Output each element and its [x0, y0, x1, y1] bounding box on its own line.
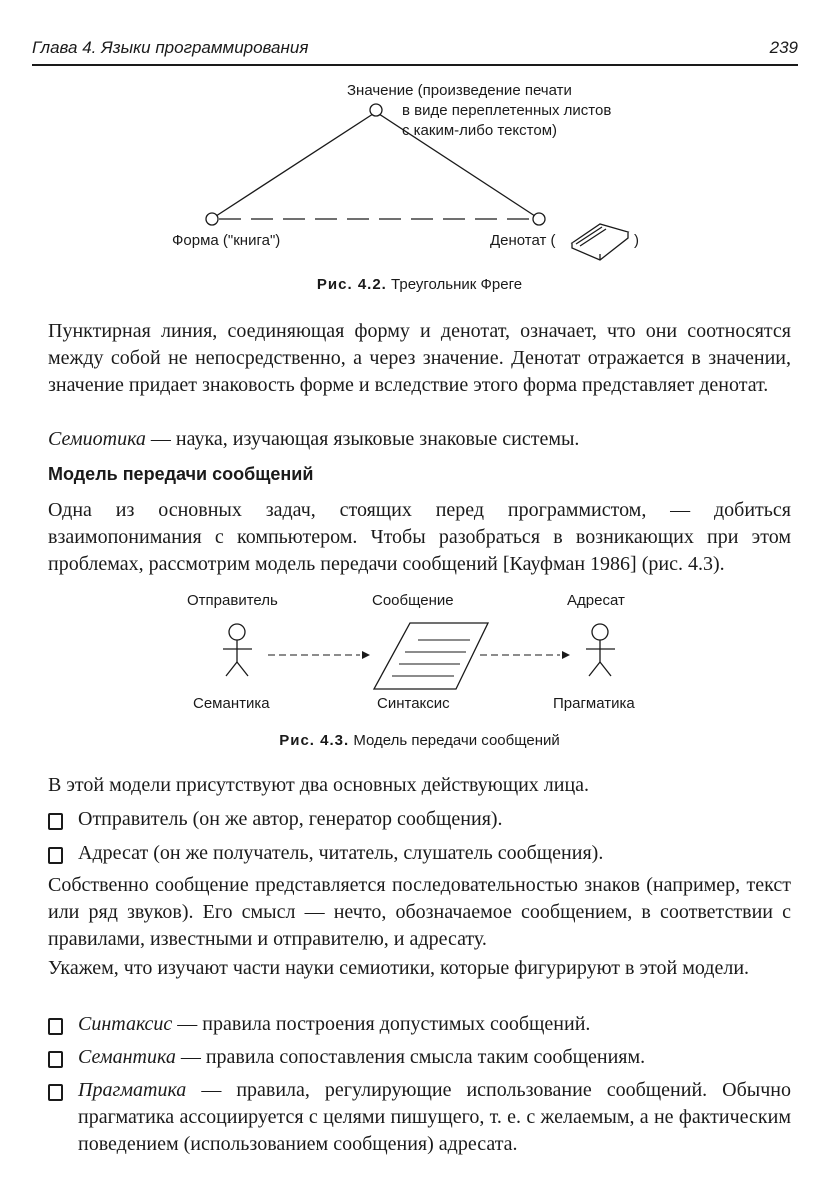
list-item: [48, 1077, 791, 1158]
checkbox-bullet-icon: [48, 813, 63, 830]
caption-text: Модель передачи сообщений: [349, 732, 560, 749]
list-item: [48, 806, 791, 833]
paragraph-frege-explanation: Пунктирная линия, соединяющая форму и денотат, означает, что они соотносятся между собой не непосредственно, а через значение. Денотат отражается в значении, значение придает знаковость форме и вследствие этого форма представляет денотат.: [48, 320, 791, 396]
form-label: Форма ("книга"): [172, 232, 281, 249]
arrowhead-icon: [362, 651, 370, 659]
caption-number: Рис. 4.2.: [316, 276, 387, 293]
sender-figure-icon: [223, 624, 252, 676]
list-item: [48, 1044, 791, 1071]
message-label: Сообщение: [372, 592, 454, 609]
paragraph-message-definition: Собственно сообщение представляется последовательностью знаков (например, текст или ряд звуков). Его смысл — нечто, обозначаемое сообщением, в соответствии с правилами, известными и отправителю, и адресату.: [48, 874, 791, 950]
term-pragmatics: Прагматика: [78, 1079, 187, 1101]
sender-label: Отправитель: [187, 592, 278, 609]
checkbox-bullet-icon: [48, 1051, 63, 1068]
term-semantics: Семантика: [78, 1046, 176, 1068]
semantics-label: Семантика: [193, 695, 270, 712]
paragraph-intro-model: Одна из основных задач, стоящих перед программистом, — добиться взаимопонимания с компьютером. Чтобы разобраться в возникающих при этом проблемах, рассмотрим модель передачи сообщений [Кауфман 1986] (рис. 4.3).: [48, 499, 791, 575]
meaning-label-line1: Значение (произведение печати: [347, 82, 572, 99]
message-document-icon: [374, 623, 488, 689]
meaning-label-line2: в виде переплетенных листов: [402, 102, 612, 119]
pragmatics-label: Прагматика: [553, 695, 635, 712]
checkbox-bullet-icon: [48, 847, 63, 864]
semantics-definition: — правила сопоставления смысла таким сообщениям.: [175, 1046, 646, 1068]
page-number: 239: [769, 38, 798, 57]
paragraph-semiotics-parts: Укажем, что изучают части науки семиотики, которые фигурируют в этой модели.: [48, 957, 750, 979]
checkbox-bullet-icon: [48, 1018, 63, 1035]
bullet-sender: Отправитель (он же автор, генератор сообщения).: [78, 808, 503, 830]
denotat-close-paren: ): [634, 232, 639, 249]
syntax-label: Синтаксис: [377, 695, 450, 712]
meaning-label-line3: с каким-либо текстом): [402, 122, 558, 139]
bullet-addressee: Адресат (он же получатель, читатель, слушатель сообщения).: [78, 842, 604, 864]
syntax-definition: — правила построения допустимых сообщений.: [172, 1013, 591, 1035]
list-item: [48, 1011, 791, 1038]
pragmatics-definition: — правила, регулирующие использование сообщений. Обычно прагматика ассоциируется с целями пишущего, т. е. с желаемым, а не фактическим поведением (использованием сообщения) адресата.: [78, 1079, 791, 1155]
figure-4-3-caption: [0, 732, 839, 749]
paragraph-actors: В этой модели присутствуют два основных действующих лица.: [48, 774, 590, 796]
section-heading: Модель передачи сообщений: [48, 464, 314, 484]
caption-number: Рис. 4.3.: [279, 732, 350, 749]
checkbox-bullet-icon: [48, 1084, 63, 1101]
arrowhead-icon: [562, 651, 570, 659]
semiotics-definition: — наука, изучающая языковые знаковые системы.: [145, 428, 580, 450]
caption-text: Треугольник Фреге: [386, 276, 523, 293]
chapter-title: Глава 4. Языки программирования: [32, 38, 309, 57]
list-item: [48, 840, 791, 867]
term-semiotics: Семиотика: [48, 428, 146, 450]
addressee-figure-icon: [586, 624, 615, 676]
denotat-label: Денотат (: [490, 232, 556, 249]
addressee-label: Адресат: [567, 592, 625, 609]
term-syntax: Синтаксис: [78, 1013, 173, 1035]
